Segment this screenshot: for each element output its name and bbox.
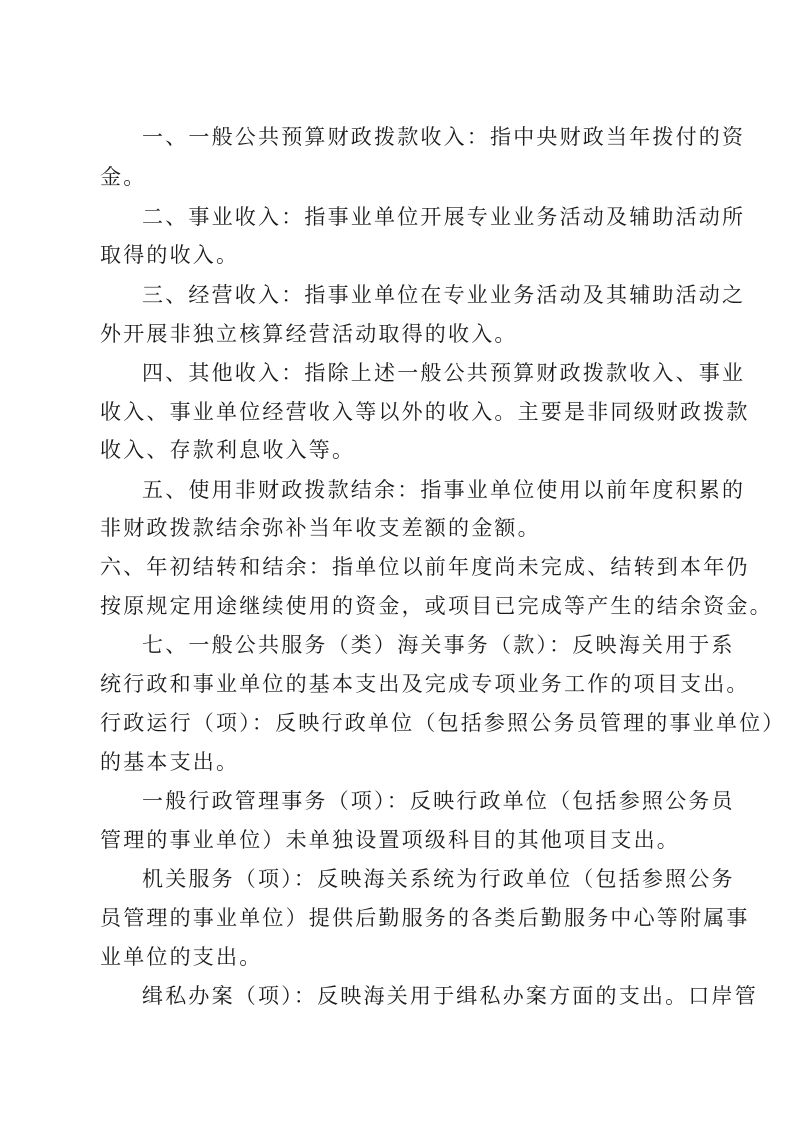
paragraph-5-line-1: 五、使用非财政拨款结余：指事业单位使用以前年度积累的 xyxy=(142,478,746,502)
paragraph-6-line-1: 六、年初结转和结余：指单位以前年度尚未完成、结转到本年仍 xyxy=(100,555,750,579)
paragraph-10-line-2: 员管理的事业单位）提供后勤服务的各类后勤服务中心等附属事 xyxy=(100,906,750,930)
paragraph-9-line-1: 一般行政管理事务（项）：反映行政单位（包括参照公务员 xyxy=(142,789,735,813)
paragraph-4-line-3: 收入、存款利息收入等。 xyxy=(100,438,356,462)
paragraph-3-line-1: 三、经营收入：指事业单位在专业业务活动及其辅助活动之 xyxy=(142,283,746,307)
paragraph-8-line-2: 的基本支出。 xyxy=(100,750,240,774)
paragraph-1-line-1: 一、一般公共预算财政拨款收入：指中央财政当年拨付的资 xyxy=(142,125,746,149)
paragraph-3-line-2: 外开展非独立核算经营活动取得的收入。 xyxy=(100,322,518,346)
paragraph-4-line-2: 收入、事业单位经营收入等以外的收入。主要是非同级财政拨款 xyxy=(100,400,750,424)
paragraph-4-line-1: 四、其他收入：指除上述一般公共预算财政拨款收入、事业 xyxy=(142,361,746,385)
paragraph-9-line-2: 管理的事业单位）未单独设置项级科目的其他项目支出。 xyxy=(100,828,680,852)
paragraph-7-line-1: 七、一般公共服务（类）海关事务（款）：反映海关用于系 xyxy=(142,633,735,657)
paragraph-8-line-1: 行政运行（项）：反映行政单位（包括参照公务员管理的事业单位） xyxy=(100,711,786,735)
paragraph-11-line-1: 缉私办案（项）：反映海关用于缉私办案方面的支出。口岸管 xyxy=(142,984,758,1008)
paragraph-10-line-1: 机关服务（项）：反映海关系统为行政单位（包括参照公务 xyxy=(142,867,735,891)
paragraph-10-line-3: 业单位的支出。 xyxy=(100,945,263,969)
paragraph-7-line-2: 统行政和事业单位的基本支出及完成专项业务工作的项目支出。 xyxy=(100,672,750,696)
paragraph-2-line-1: 二、事业收入：指事业单位开展专业业务活动及辅助活动所 xyxy=(142,205,746,229)
paragraph-2-line-2: 取得的收入。 xyxy=(100,243,240,267)
paragraph-6-line-2: 按原规定用途继续使用的资金，或项目已完成等产生的结余资金。 xyxy=(100,594,773,618)
paragraph-1-line-2: 金。 xyxy=(100,165,147,189)
paragraph-5-line-2: 非财政拨款结余弥补当年收支差额的金额。 xyxy=(100,516,541,540)
